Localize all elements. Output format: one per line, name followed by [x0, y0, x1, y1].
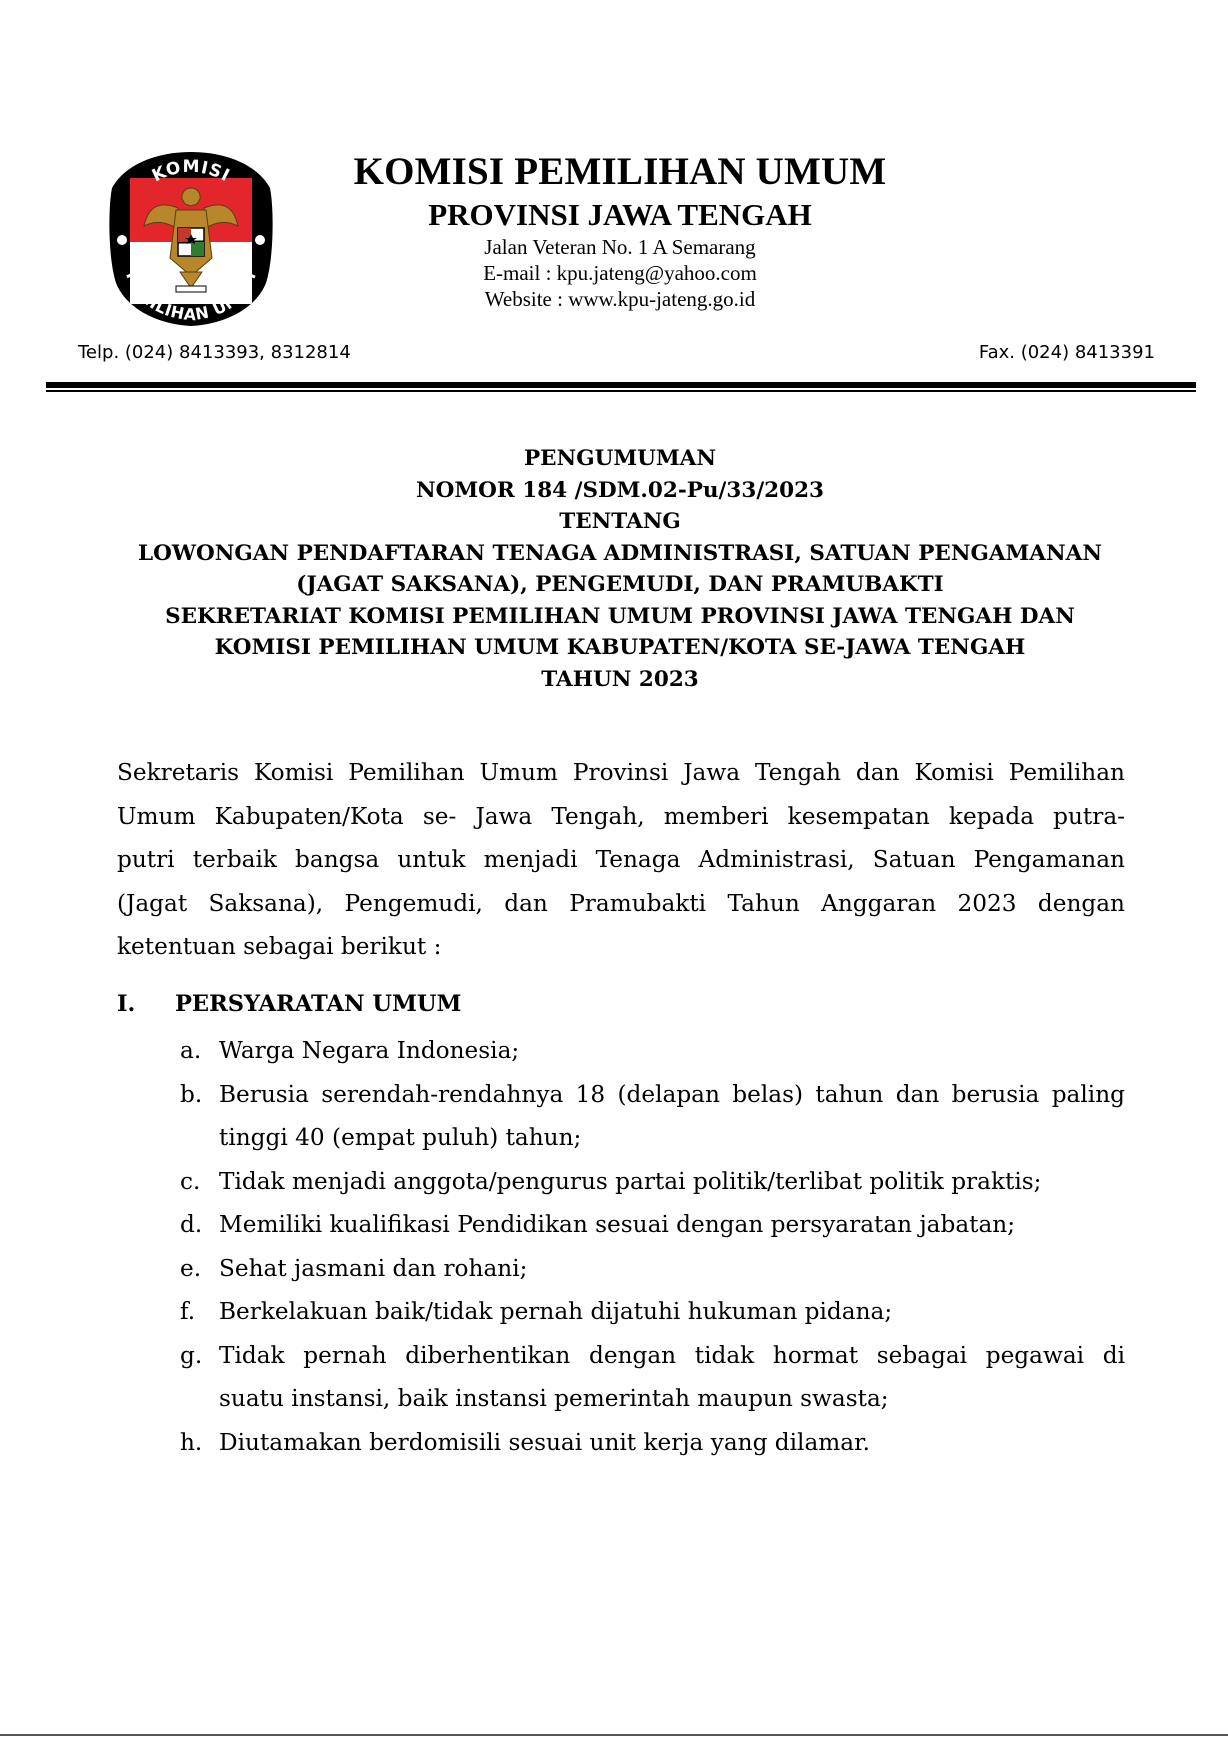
list-item-text: Memiliki kualifikasi Pendidikan sesuai dengan persyaratan jabatan;	[219, 1211, 1016, 1238]
list-item-letter: h.	[180, 1428, 203, 1456]
announcement-number: NOMOR 184 /SDM.02-Pu/33/2023	[415, 477, 825, 503]
list-item-text: Diutamakan berdomisili sesuai unit kerja yang dilamar.	[219, 1428, 871, 1456]
letterhead	[300, 150, 940, 312]
section-title: PERSYARATAN UMUM	[175, 991, 462, 1017]
kpu-garuda-emblem-icon	[108, 148, 274, 330]
list-item	[180, 1421, 1125, 1465]
requirements-list	[180, 1029, 1125, 1464]
list-item	[180, 1203, 1125, 1247]
list-item-text: Berkelakuan baik/tidak pernah dijatuhi hukuman pidana;	[219, 1298, 893, 1325]
list-item	[180, 1334, 1125, 1421]
list-item	[180, 1247, 1125, 1291]
section-number: I.	[117, 991, 136, 1017]
telephone: Telp. (024) 8413393, 8312814	[78, 342, 351, 363]
institution-subtitle: PROVINSI JAWA TENGAH	[428, 197, 812, 232]
logo-text-top: KOMISI	[149, 156, 234, 187]
paragraph-line: putri terbaik bangsa untuk menjadi Tenaga Administrasi, Satuan Pengamanan	[117, 846, 1125, 873]
list-item-letter: g.	[180, 1341, 203, 1369]
list-item-letter: d.	[180, 1211, 203, 1238]
logo-text-bottom: PEMILIHAN UMUM	[122, 267, 261, 325]
list-item-text: Sehat jasmani dan rohani;	[219, 1254, 528, 1282]
email: E-mail : kpu.jateng@yahoo.com	[483, 261, 757, 285]
list-item-letter: b.	[180, 1080, 203, 1108]
page-bottom-edge	[0, 1734, 1228, 1736]
announcement-title-line: LOWONGAN PENDAFTARAN TENAGA ADMINISTRASI, SATUAN PENGAMANAN	[138, 540, 1102, 566]
list-item	[180, 1029, 1125, 1073]
list-item-text: Tidak menjadi anggota/pengurus partai politik/terlibat politik praktis;	[219, 1167, 1042, 1195]
announcement-title-line: SEKRETARIAT KOMISI PEMILIHAN UMUM PROVINSI JAWA TENGAH DAN	[165, 603, 1075, 629]
paragraph-line: ketentuan sebagai berikut :	[117, 933, 442, 960]
list-item	[180, 1073, 1125, 1160]
institution-title: KOMISI PEMILIHAN UMUM	[353, 150, 887, 193]
list-item-text: Berusia serendah-rendahnya 18 (delapan belas) tahun dan berusia paling	[219, 1080, 1125, 1108]
list-item-text: Tidak pernah diberhentikan dengan tidak hormat sebagai pegawai di	[219, 1341, 1125, 1369]
announcement-title-line: (JAGAT SAKSANA), PENGEMUDI, DAN PRAMUBAKTI	[296, 572, 944, 597]
section-heading	[117, 988, 461, 1020]
list-item-text: suatu instansi, baik instansi pemerintah maupun swasta;	[219, 1385, 889, 1412]
letterhead-divider-thin	[46, 390, 1196, 392]
paragraph-line: Sekretaris Komisi Pemilihan Umum Provinsi Jawa Tengah dan Komisi Pemilihan	[117, 759, 1125, 786]
announcement-label: PENGUMUMAN	[524, 446, 716, 471]
intro-paragraph	[117, 751, 1125, 969]
paragraph-line: (Jagat Saksana), Pengemudi, dan Pramubakti Tahun Anggaran 2023 dengan	[117, 889, 1125, 917]
announcement-title-line: TAHUN 2023	[541, 666, 699, 692]
kpu-logo	[108, 148, 274, 330]
website: Website : www.kpu-jateng.go.id	[484, 287, 756, 311]
list-item-letter: c.	[180, 1167, 201, 1195]
address: Jalan Veteran No. 1 A Semarang	[484, 235, 756, 259]
fax: Fax. (024) 8413391	[978, 342, 1155, 363]
list-item	[180, 1290, 1125, 1334]
announcement-title-line: KOMISI PEMILIHAN UMUM KABUPATEN/KOTA SE-JAWA TENGAH	[214, 635, 1026, 660]
list-item-text: Warga Negara Indonesia;	[219, 1037, 520, 1064]
paragraph-line: Umum Kabupaten/Kota se- Jawa Tengah, memberi kesempatan kepada putra-	[117, 802, 1125, 830]
list-item-text: tinggi 40 (empat puluh) tahun;	[219, 1124, 582, 1151]
list-item-letter: e.	[180, 1254, 202, 1282]
announcement-heading	[60, 443, 1180, 695]
list-item-letter: a.	[180, 1037, 202, 1064]
list-item-letter: f.	[180, 1298, 196, 1325]
announcement-about: TENTANG	[559, 509, 681, 534]
letterhead-divider-thick	[46, 382, 1196, 388]
list-item	[180, 1160, 1125, 1204]
